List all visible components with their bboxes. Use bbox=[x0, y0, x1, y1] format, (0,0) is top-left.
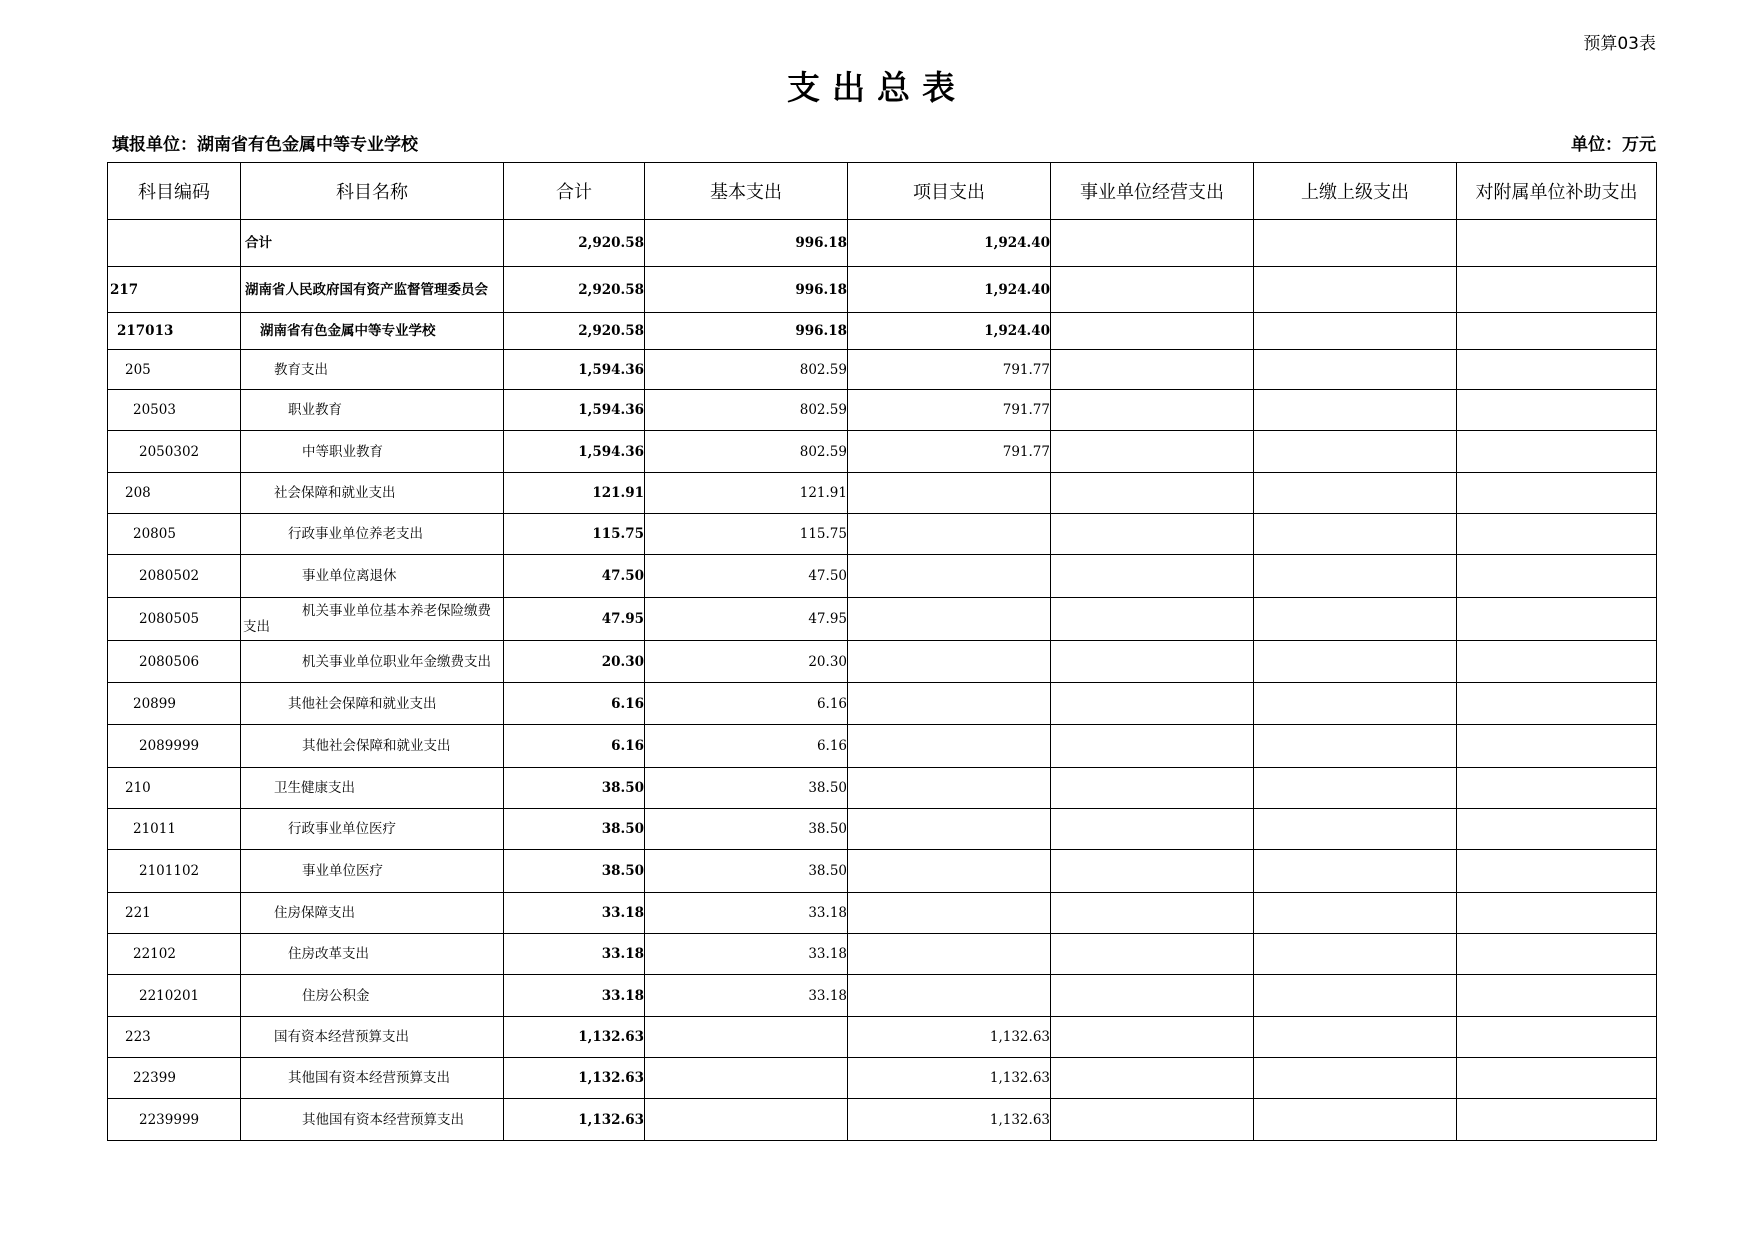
cell-remit bbox=[1254, 893, 1457, 934]
cell-basic: 6.16 bbox=[645, 725, 848, 768]
cell-basic: 33.18 bbox=[645, 893, 848, 934]
table-row bbox=[108, 725, 1657, 768]
cell-basic: 47.95 bbox=[645, 598, 848, 641]
cell-name: 卫生健康支出 bbox=[241, 768, 504, 809]
currency-unit: 单位：万元 bbox=[1571, 135, 1656, 155]
cell-total: 6.16 bbox=[504, 725, 645, 768]
cell-project: 1,132.63 bbox=[848, 1099, 1051, 1141]
cell-name: 机关事业单位基本养老保险缴费支出 bbox=[241, 598, 504, 641]
cell-code: 2080502 bbox=[108, 555, 241, 598]
cell-remit bbox=[1254, 598, 1457, 641]
cell-total: 1,132.63 bbox=[504, 1017, 645, 1058]
cell-project bbox=[848, 514, 1051, 555]
cell-name: 住房公积金 bbox=[241, 975, 504, 1017]
cell-basic: 996.18 bbox=[645, 220, 848, 267]
cell-project bbox=[848, 555, 1051, 598]
cell-remit bbox=[1254, 934, 1457, 975]
table-row bbox=[108, 390, 1657, 431]
cell-basic: 38.50 bbox=[645, 768, 848, 809]
cell-subsidy bbox=[1457, 893, 1657, 934]
table-row bbox=[108, 975, 1657, 1017]
cell-subsidy bbox=[1457, 555, 1657, 598]
cell-basic bbox=[645, 1058, 848, 1099]
cell-remit bbox=[1254, 267, 1457, 313]
table-row bbox=[108, 598, 1657, 641]
cell-name: 社会保障和就业支出 bbox=[241, 473, 504, 514]
cell-business bbox=[1051, 220, 1254, 267]
cell-project bbox=[848, 975, 1051, 1017]
cell-code: 2050302 bbox=[108, 431, 241, 473]
cell-code: 208 bbox=[108, 473, 241, 514]
cell-code: 205 bbox=[108, 350, 241, 390]
cell-project bbox=[848, 598, 1051, 641]
cell-remit bbox=[1254, 683, 1457, 725]
cell-subsidy bbox=[1457, 850, 1657, 893]
cell-basic: 996.18 bbox=[645, 313, 848, 350]
table-row bbox=[108, 555, 1657, 598]
cell-business bbox=[1051, 1099, 1254, 1141]
cell-business bbox=[1051, 555, 1254, 598]
cell-subsidy bbox=[1457, 934, 1657, 975]
cell-project: 1,924.40 bbox=[848, 220, 1051, 267]
cell-remit bbox=[1254, 641, 1457, 683]
cell-basic: 20.30 bbox=[645, 641, 848, 683]
cell-code: 22102 bbox=[108, 934, 241, 975]
cell-basic: 33.18 bbox=[645, 934, 848, 975]
cell-business bbox=[1051, 975, 1254, 1017]
cell-subsidy bbox=[1457, 220, 1657, 267]
cell-project bbox=[848, 893, 1051, 934]
cell-basic bbox=[645, 1017, 848, 1058]
cell-code: 21011 bbox=[108, 809, 241, 850]
table-row bbox=[108, 934, 1657, 975]
cell-total: 121.91 bbox=[504, 473, 645, 514]
cell-basic: 115.75 bbox=[645, 514, 848, 555]
cell-total: 2,920.58 bbox=[504, 220, 645, 267]
cell-remit bbox=[1254, 313, 1457, 350]
table-row bbox=[108, 350, 1657, 390]
cell-project: 1,132.63 bbox=[848, 1017, 1051, 1058]
cell-subsidy bbox=[1457, 390, 1657, 431]
cell-remit bbox=[1254, 809, 1457, 850]
cell-subsidy bbox=[1457, 598, 1657, 641]
cell-business bbox=[1051, 850, 1254, 893]
cell-total: 2,920.58 bbox=[504, 267, 645, 313]
cell-total: 33.18 bbox=[504, 975, 645, 1017]
cell-subsidy bbox=[1457, 473, 1657, 514]
table-row bbox=[108, 1058, 1657, 1099]
table-row bbox=[108, 641, 1657, 683]
cell-total: 1,594.36 bbox=[504, 390, 645, 431]
cell-subsidy bbox=[1457, 725, 1657, 768]
cell-business bbox=[1051, 598, 1254, 641]
cell-code: 2089999 bbox=[108, 725, 241, 768]
cell-name: 其他社会保障和就业支出 bbox=[241, 683, 504, 725]
cell-code: 2080506 bbox=[108, 641, 241, 683]
table-row bbox=[108, 267, 1657, 313]
cell-total: 1,132.63 bbox=[504, 1058, 645, 1099]
cell-basic bbox=[645, 1099, 848, 1141]
cell-business bbox=[1051, 934, 1254, 975]
cell-basic: 996.18 bbox=[645, 267, 848, 313]
col-header-name: 科目名称 bbox=[241, 163, 504, 220]
form-number: 预算03表 bbox=[1583, 34, 1656, 54]
cell-project: 791.77 bbox=[848, 390, 1051, 431]
table-row bbox=[108, 850, 1657, 893]
cell-remit bbox=[1254, 473, 1457, 514]
cell-total: 1,132.63 bbox=[504, 1099, 645, 1141]
cell-business bbox=[1051, 725, 1254, 768]
cell-total: 38.50 bbox=[504, 809, 645, 850]
cell-name: 行政事业单位医疗 bbox=[241, 809, 504, 850]
cell-total: 33.18 bbox=[504, 934, 645, 975]
cell-name: 事业单位离退休 bbox=[241, 555, 504, 598]
cell-subsidy bbox=[1457, 313, 1657, 350]
col-header-subsidy: 对附属单位补助支出 bbox=[1457, 163, 1657, 220]
cell-project: 1,924.40 bbox=[848, 313, 1051, 350]
cell-remit bbox=[1254, 350, 1457, 390]
cell-subsidy bbox=[1457, 641, 1657, 683]
cell-code: 217013 bbox=[108, 313, 241, 350]
cell-name: 其他国有资本经营预算支出 bbox=[241, 1099, 504, 1141]
expenditure-table bbox=[107, 162, 1657, 1141]
cell-remit bbox=[1254, 1017, 1457, 1058]
cell-remit bbox=[1254, 555, 1457, 598]
cell-total: 20.30 bbox=[504, 641, 645, 683]
cell-remit bbox=[1254, 975, 1457, 1017]
cell-business bbox=[1051, 893, 1254, 934]
cell-code: 2101102 bbox=[108, 850, 241, 893]
col-header-basic: 基本支出 bbox=[645, 163, 848, 220]
cell-remit bbox=[1254, 725, 1457, 768]
cell-basic: 121.91 bbox=[645, 473, 848, 514]
cell-project: 1,924.40 bbox=[848, 267, 1051, 313]
cell-remit bbox=[1254, 1058, 1457, 1099]
cell-project bbox=[848, 725, 1051, 768]
cell-remit bbox=[1254, 768, 1457, 809]
cell-name: 行政事业单位养老支出 bbox=[241, 514, 504, 555]
cell-basic: 6.16 bbox=[645, 683, 848, 725]
header-row bbox=[108, 163, 1657, 220]
table-row bbox=[108, 768, 1657, 809]
cell-project bbox=[848, 768, 1051, 809]
cell-name: 其他社会保障和就业支出 bbox=[241, 725, 504, 768]
cell-subsidy bbox=[1457, 1017, 1657, 1058]
cell-basic: 47.50 bbox=[645, 555, 848, 598]
cell-total: 38.50 bbox=[504, 850, 645, 893]
reporting-unit: 填报单位：湖南省有色金属中等专业学校 bbox=[112, 135, 418, 155]
cell-remit bbox=[1254, 390, 1457, 431]
cell-business bbox=[1051, 514, 1254, 555]
cell-total: 33.18 bbox=[504, 893, 645, 934]
cell-remit bbox=[1254, 1099, 1457, 1141]
cell-code: 2210201 bbox=[108, 975, 241, 1017]
cell-business bbox=[1051, 473, 1254, 514]
cell-basic: 802.59 bbox=[645, 350, 848, 390]
cell-name: 机关事业单位职业年金缴费支出 bbox=[241, 641, 504, 683]
cell-basic: 802.59 bbox=[645, 390, 848, 431]
col-header-code: 科目编码 bbox=[108, 163, 241, 220]
cell-business bbox=[1051, 768, 1254, 809]
cell-code: 210 bbox=[108, 768, 241, 809]
cell-code bbox=[108, 220, 241, 267]
cell-subsidy bbox=[1457, 350, 1657, 390]
cell-remit bbox=[1254, 850, 1457, 893]
page-title: 支出总表 bbox=[787, 68, 967, 107]
cell-project bbox=[848, 809, 1051, 850]
cell-business bbox=[1051, 641, 1254, 683]
cell-subsidy bbox=[1457, 1058, 1657, 1099]
cell-code: 22399 bbox=[108, 1058, 241, 1099]
cell-name: 湖南省人民政府国有资产监督管理委员会 bbox=[241, 267, 504, 313]
cell-project bbox=[848, 934, 1051, 975]
cell-subsidy bbox=[1457, 809, 1657, 850]
cell-business bbox=[1051, 390, 1254, 431]
cell-code: 2239999 bbox=[108, 1099, 241, 1141]
col-header-total: 合计 bbox=[504, 163, 645, 220]
cell-subsidy bbox=[1457, 514, 1657, 555]
cell-project: 1,132.63 bbox=[848, 1058, 1051, 1099]
cell-total: 47.95 bbox=[504, 598, 645, 641]
cell-name: 其他国有资本经营预算支出 bbox=[241, 1058, 504, 1099]
cell-code: 20503 bbox=[108, 390, 241, 431]
cell-subsidy bbox=[1457, 768, 1657, 809]
cell-name: 湖南省有色金属中等专业学校 bbox=[241, 313, 504, 350]
cell-basic: 802.59 bbox=[645, 431, 848, 473]
cell-project bbox=[848, 683, 1051, 725]
cell-total: 38.50 bbox=[504, 768, 645, 809]
table-row bbox=[108, 431, 1657, 473]
cell-total: 1,594.36 bbox=[504, 350, 645, 390]
cell-total: 6.16 bbox=[504, 683, 645, 725]
cell-name: 教育支出 bbox=[241, 350, 504, 390]
cell-project bbox=[848, 641, 1051, 683]
table-row bbox=[108, 809, 1657, 850]
table-row bbox=[108, 313, 1657, 350]
cell-business bbox=[1051, 267, 1254, 313]
cell-basic: 38.50 bbox=[645, 809, 848, 850]
cell-business bbox=[1051, 431, 1254, 473]
cell-total: 115.75 bbox=[504, 514, 645, 555]
cell-remit bbox=[1254, 431, 1457, 473]
cell-subsidy bbox=[1457, 683, 1657, 725]
cell-total: 47.50 bbox=[504, 555, 645, 598]
cell-remit bbox=[1254, 220, 1457, 267]
cell-code: 217 bbox=[108, 267, 241, 313]
cell-subsidy bbox=[1457, 431, 1657, 473]
cell-subsidy bbox=[1457, 267, 1657, 313]
table-row bbox=[108, 893, 1657, 934]
cell-total: 1,594.36 bbox=[504, 431, 645, 473]
table-row bbox=[108, 683, 1657, 725]
col-header-business: 事业单位经营支出 bbox=[1051, 163, 1254, 220]
cell-project bbox=[848, 473, 1051, 514]
cell-subsidy bbox=[1457, 1099, 1657, 1141]
table-row bbox=[108, 514, 1657, 555]
cell-remit bbox=[1254, 514, 1457, 555]
cell-name: 合计 bbox=[241, 220, 504, 267]
cell-name: 国有资本经营预算支出 bbox=[241, 1017, 504, 1058]
cell-code: 2080505 bbox=[108, 598, 241, 641]
cell-name: 中等职业教育 bbox=[241, 431, 504, 473]
cell-business bbox=[1051, 350, 1254, 390]
cell-code: 221 bbox=[108, 893, 241, 934]
cell-basic: 33.18 bbox=[645, 975, 848, 1017]
table-row bbox=[108, 1099, 1657, 1141]
cell-business bbox=[1051, 1058, 1254, 1099]
cell-name: 住房改革支出 bbox=[241, 934, 504, 975]
cell-project: 791.77 bbox=[848, 431, 1051, 473]
col-header-project: 项目支出 bbox=[848, 163, 1051, 220]
table-row bbox=[108, 473, 1657, 514]
table-row bbox=[108, 1017, 1657, 1058]
cell-name: 职业教育 bbox=[241, 390, 504, 431]
cell-code: 223 bbox=[108, 1017, 241, 1058]
col-header-remit: 上缴上级支出 bbox=[1254, 163, 1457, 220]
cell-total: 2,920.58 bbox=[504, 313, 645, 350]
cell-project bbox=[848, 850, 1051, 893]
cell-basic: 38.50 bbox=[645, 850, 848, 893]
cell-business bbox=[1051, 313, 1254, 350]
cell-project: 791.77 bbox=[848, 350, 1051, 390]
table-row bbox=[108, 220, 1657, 267]
cell-name: 事业单位医疗 bbox=[241, 850, 504, 893]
cell-code: 20805 bbox=[108, 514, 241, 555]
cell-business bbox=[1051, 809, 1254, 850]
cell-subsidy bbox=[1457, 975, 1657, 1017]
cell-business bbox=[1051, 1017, 1254, 1058]
cell-business bbox=[1051, 683, 1254, 725]
cell-name: 住房保障支出 bbox=[241, 893, 504, 934]
cell-code: 20899 bbox=[108, 683, 241, 725]
